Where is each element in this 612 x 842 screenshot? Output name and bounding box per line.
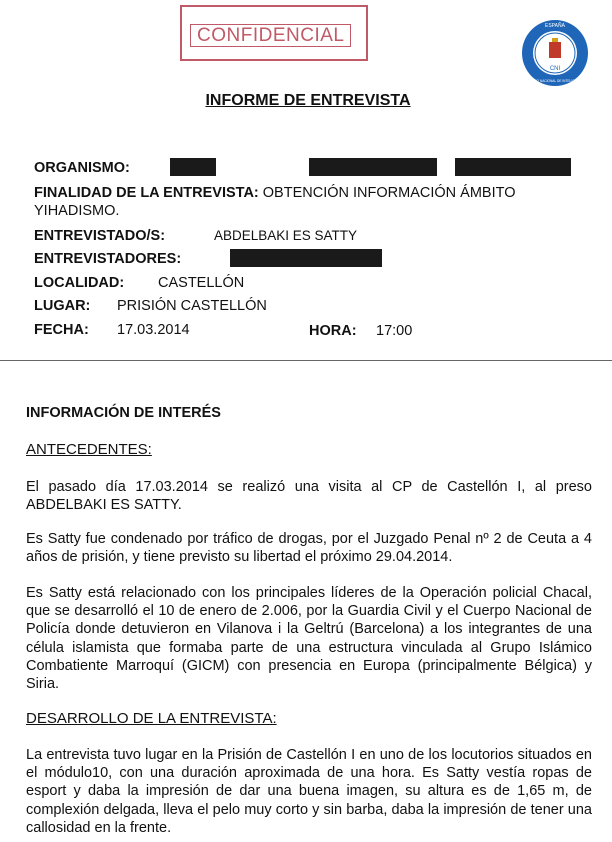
antecedentes-heading: ANTECEDENTES: [26, 441, 152, 458]
svg-text:CENTRO NACIONAL DE INTELIGENCI: CENTRO NACIONAL DE INTELIGENCIA [525, 79, 585, 83]
section-divider [0, 360, 612, 361]
desarrollo-heading: DESARROLLO DE LA ENTREVISTA: [26, 710, 277, 727]
lugar-label: LUGAR: [34, 298, 91, 314]
antecedentes-paragraph-1: El pasado día 17.03.2014 se realizó una visita al CP de Castellón I, al preso ABDELBAKI ES SATTY. [26, 479, 592, 514]
confidential-stamp [180, 5, 368, 61]
lugar-value: PRISIÓN CASTELLÓN [117, 298, 267, 314]
finalidad-value: OBTENCIÓN INFORMACIÓN ÁMBITO [262, 185, 516, 201]
redaction-bar [170, 158, 216, 176]
desarrollo-paragraph-1: La entrevista tuvo lugar en la Prisión de Castellón I en uno de los locutorios situados en el módulo10, con una duración aproximada de una hora. Es Satty vestía ropas de esport y daba la impresión de dar una buena imagen, su altura es de 1,65 m, de complexión delgada, lleva el pelo muy corto y sin barba, daba la impresión de tener una callosidad en la frente. [26, 747, 592, 836]
localidad-value: CASTELLÓN [158, 275, 245, 291]
organismo-label: ORGANISMO: [34, 160, 130, 176]
cni-seal-logo [520, 18, 590, 88]
finalidad-row [34, 184, 515, 202]
entrevistado-label: ENTREVISTADO/S: [34, 228, 166, 244]
hora-value: 17:00 [376, 323, 413, 339]
info-heading: INFORMACIÓN DE INTERÉS [26, 405, 221, 421]
svg-text:ESPAÑA: ESPAÑA [545, 23, 565, 29]
stamp-text: CONFIDENCIAL [190, 24, 351, 47]
redaction-bar [455, 158, 571, 176]
document-title: INFORME DE ENTREVISTA [205, 92, 411, 109]
entrevistadores-label: ENTREVISTADORES: [34, 251, 182, 267]
localidad-label: LOCALIDAD: [34, 275, 125, 291]
finalidad-value-cont: YIHADISMO. [34, 203, 120, 219]
svg-text:CNI: CNI [549, 66, 561, 72]
fecha-value: 17.03.2014 [117, 322, 190, 338]
finalidad-label: FINALIDAD DE LA ENTREVISTA: [34, 185, 259, 201]
hora-label: HORA: [309, 323, 357, 339]
antecedentes-paragraph-3: Es Satty está relacionado con los principales líderes de la Operación policial Chacal, que se desarrolló el 10 de enero de 2.006, por la Guardia Civil y el Cuerpo Nacional de Policía donde detuvieron en Vilanova i la Geltrú (Barcelona) a los integrantes de una célula islamista que formaba parte de una estructura vinculada al Grupo Islámico Combatiente Marroquí (GICM) con presencia en Europa (principalmente Bélgica) y Siria. [26, 585, 592, 693]
redaction-bar [309, 158, 437, 176]
antecedentes-paragraph-2: Es Satty fue condenado por tráfico de drogas, por el Juzgado Penal nº 2 de Ceuta a 4 años de prisión, y tiene previsto su libertad el próximo 29.04.2014. [26, 531, 592, 566]
entrevistado-value: ABDELBAKI ES SATTY [214, 228, 358, 243]
redaction-bar [230, 249, 382, 267]
fecha-label: FECHA: [34, 322, 89, 338]
